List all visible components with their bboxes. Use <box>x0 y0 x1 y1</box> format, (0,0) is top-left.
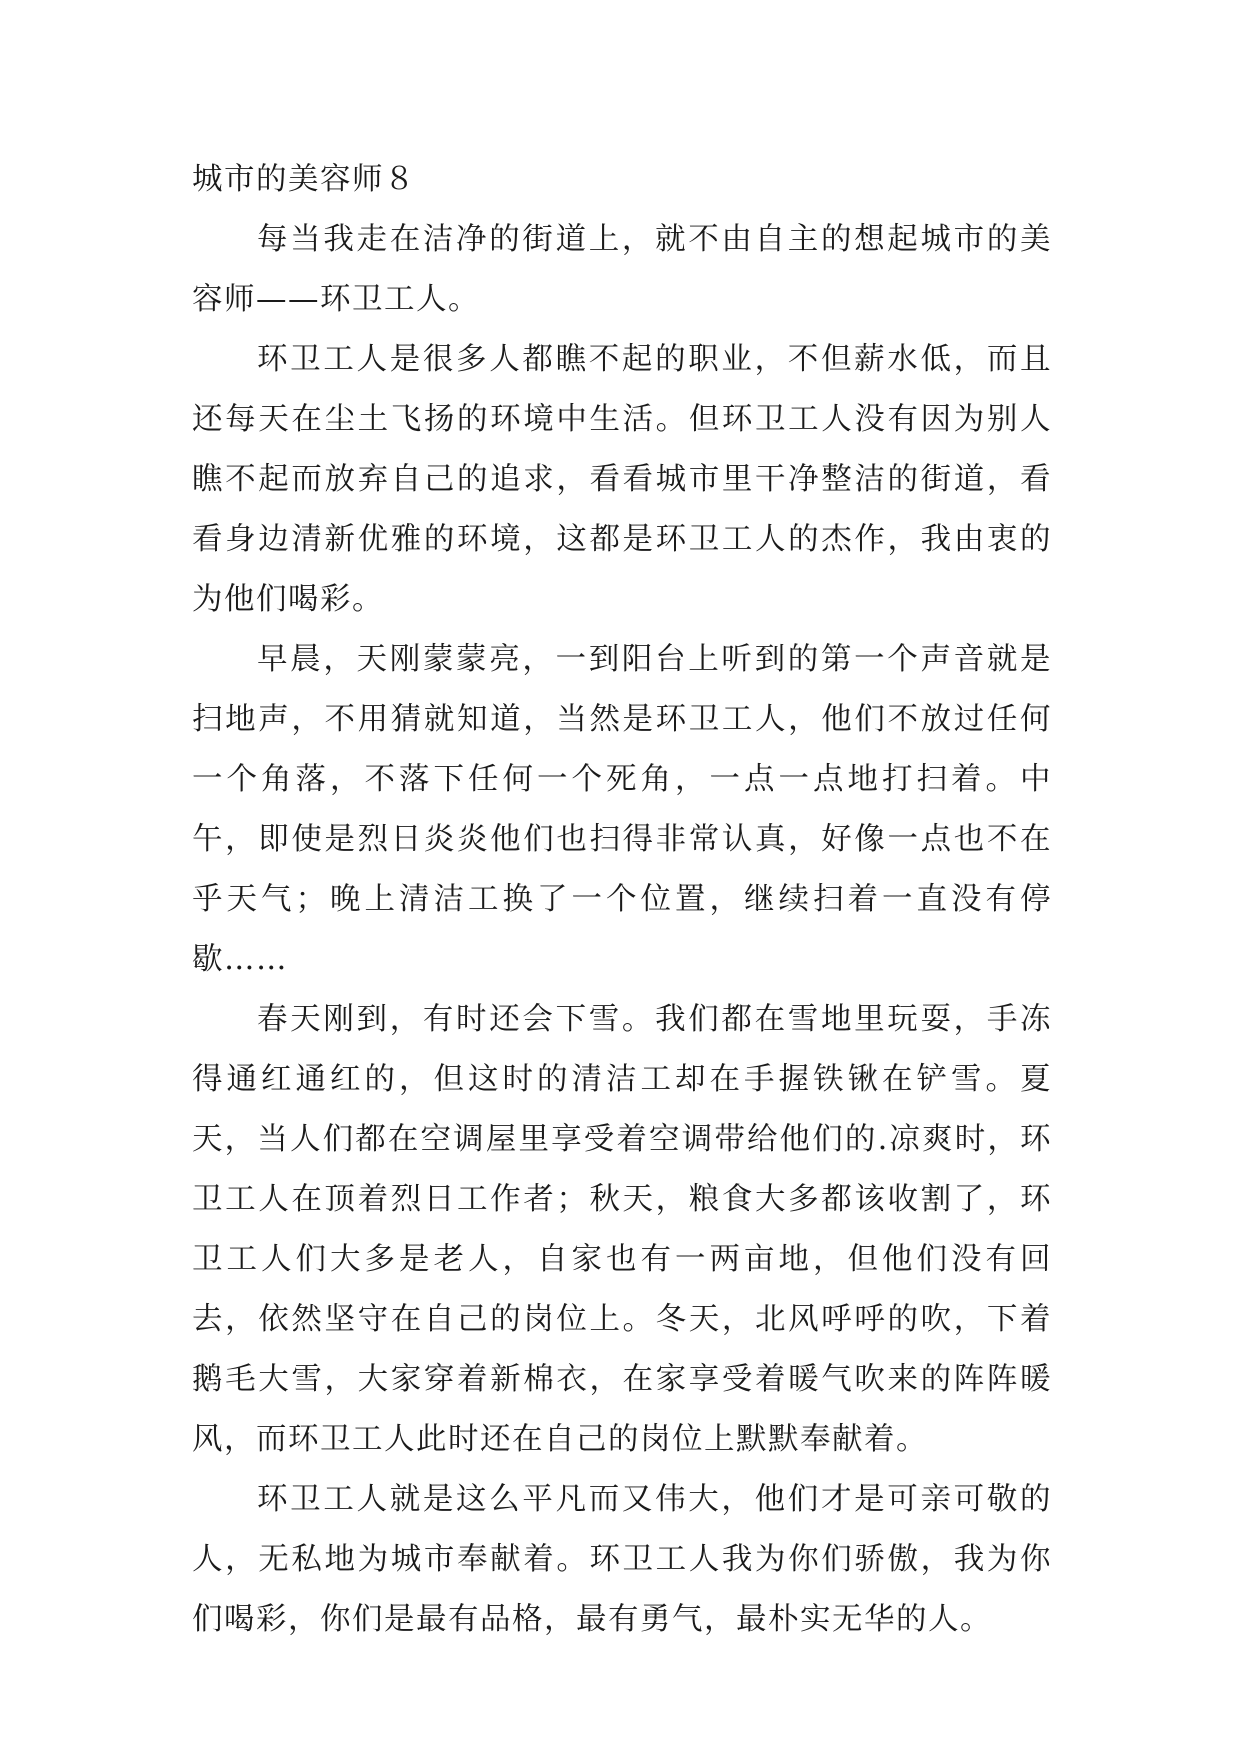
paragraph-3: 早晨，天刚蒙蒙亮，一到阳台上听到的第一个声音就是扫地声，不用猜就知道，当然是环卫工人，他们不放过任何一个角落，不落下任何一个死角，一点一点地打扫着。中午，即使是烈日炎炎他们也扫得非常认真，好像一点也不在乎天气；晚上清洁工换了一个位置，继续扫着一直没有停歇…… <box>192 642 1052 977</box>
document-body <box>192 150 1052 1650</box>
document-title: 城市的美容师８ <box>192 162 416 197</box>
paragraph-1: 每当我走在洁净的街道上，就不由自主的想起城市的美容师——环卫工人。 <box>192 222 1052 317</box>
paragraph-2: 环卫工人是很多人都瞧不起的职业，不但薪水低，而且还每天在尘土飞扬的环境中生活。但环卫工人没有因为别人瞧不起而放弃自己的追求，看看城市里干净整洁的街道，看看身边清新优雅的环境，这都是环卫工人的杰作，我由衷的为他们喝彩。 <box>192 342 1052 617</box>
paragraph-4: 春天刚到，有时还会下雪。我们都在雪地里玩耍，手冻得通红通红的，但这时的清洁工却在手握铁锹在铲雪。夏天，当人们都在空调屋里享受着空调带给他们的.凉爽时，环卫工人在顶着烈日工作者；秋天，粮食大多都该收割了，环卫工人们大多是老人，自家也有一两亩地，但他们没有回去，依然坚守在自己的岗位上。冬天，北风呼呼的吹，下着鹅毛大雪，大家穿着新棉衣，在家享受着暖气吹来的阵阵暖风，而环卫工人此时还在自己的岗位上默默奉献着。 <box>192 1002 1052 1457</box>
paragraph-5: 环卫工人就是这么平凡而又伟大，他们才是可亲可敬的人，无私地为城市奉献着。环卫工人我为你们骄傲，我为你们喝彩，你们是最有品格，最有勇气，最朴实无华的人。 <box>192 1482 1052 1637</box>
